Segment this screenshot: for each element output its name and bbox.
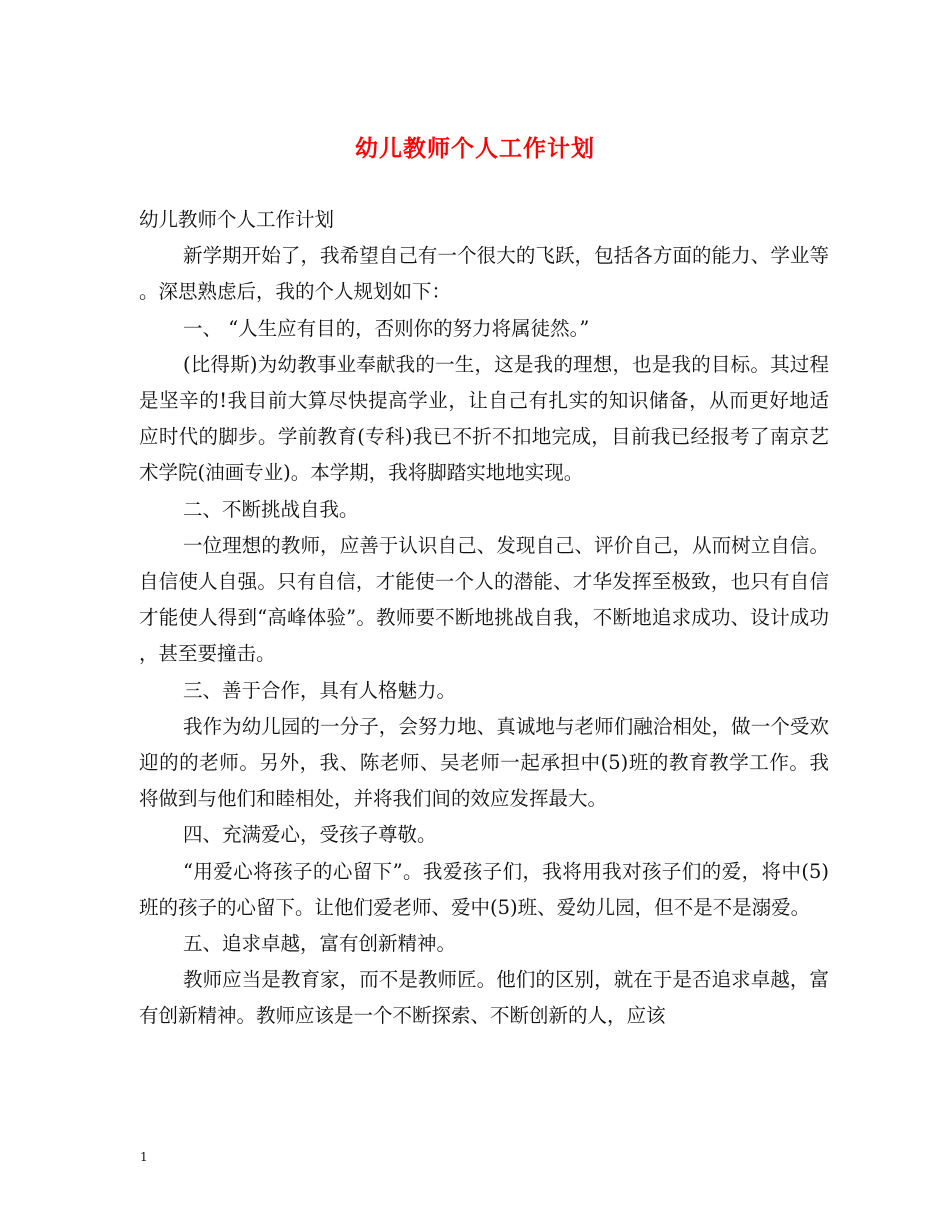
section-heading-4: 四、充满爱心，受孩子尊敬。 — [183, 823, 437, 847]
subtitle-paragraph: 幼儿教师个人工作计划 — [139, 208, 335, 231]
page-number: 1 — [140, 1150, 148, 1164]
body-paragraph-1: (比得斯)为幼教事业奉献我的一生，这是我的理想，也是我的目标。其过程是坚辛的!我目前大算尽快提高学业，让自己有扎实的知识储备，从而更好地适应时代的脚步。学前教育(专科)我已不折不扣地完成，目前我已经报考了南京艺术学院(油画专业)。本学期，我将脚踏实地地实现。 — [139, 352, 829, 485]
document-body — [139, 202, 829, 1035]
section-heading-3: 三、善于合作，具有人格魅力。 — [183, 678, 457, 702]
body-paragraph-4: “用爱心将孩子的心留下”。我爱孩子们，我将用我对孩子们的爱，将中(5)班的孩子的心留下。让他们爱老师、爱中(5)班、爱幼儿园，但不是不是溺爱。 — [139, 859, 829, 919]
body-paragraph-5: 教师应当是教育家，而不是教师匠。他们的区别，就在于是否追求卓越，富有创新精神。教师应该是一个不断探索、不断创新的人，应该 — [139, 968, 829, 1028]
intro-paragraph: 新学期开始了，我希望自己有一个很大的飞跃，包括各方面的能力、学业等。深思熟虑后，我的个人规划如下： — [139, 244, 829, 304]
document-title: 幼儿教师个人工作计划 — [355, 135, 595, 162]
body-paragraph-2: 一位理想的教师，应善于认识自己、发现自己、评价自己，从而树立自信。自信使人自强。只有自信，才能使一个人的潜能、才华发挥至极致，也只有自信才能使人得到“高峰体验”。教师要不断地挑战自我，不断地追求成功、设计成功，甚至要撞击。 — [139, 533, 829, 666]
section-heading-5: 五、追求卓越，富有创新精神。 — [183, 932, 457, 956]
body-paragraph-3: 我作为幼儿园的一分子，会努力地、真诚地与老师们融洽相处，做一个受欢迎的的老师。另外，我、陈老师、吴老师一起承担中(5)班的教育教学工作。我将做到与他们和睦相处，并将我们间的效应发挥最大。 — [139, 714, 829, 811]
section-heading-1: 一、 “人生应有目的，否则你的努力将属徒然。” — [183, 316, 590, 340]
section-heading-2: 二、不断挑战自我。 — [183, 497, 359, 521]
